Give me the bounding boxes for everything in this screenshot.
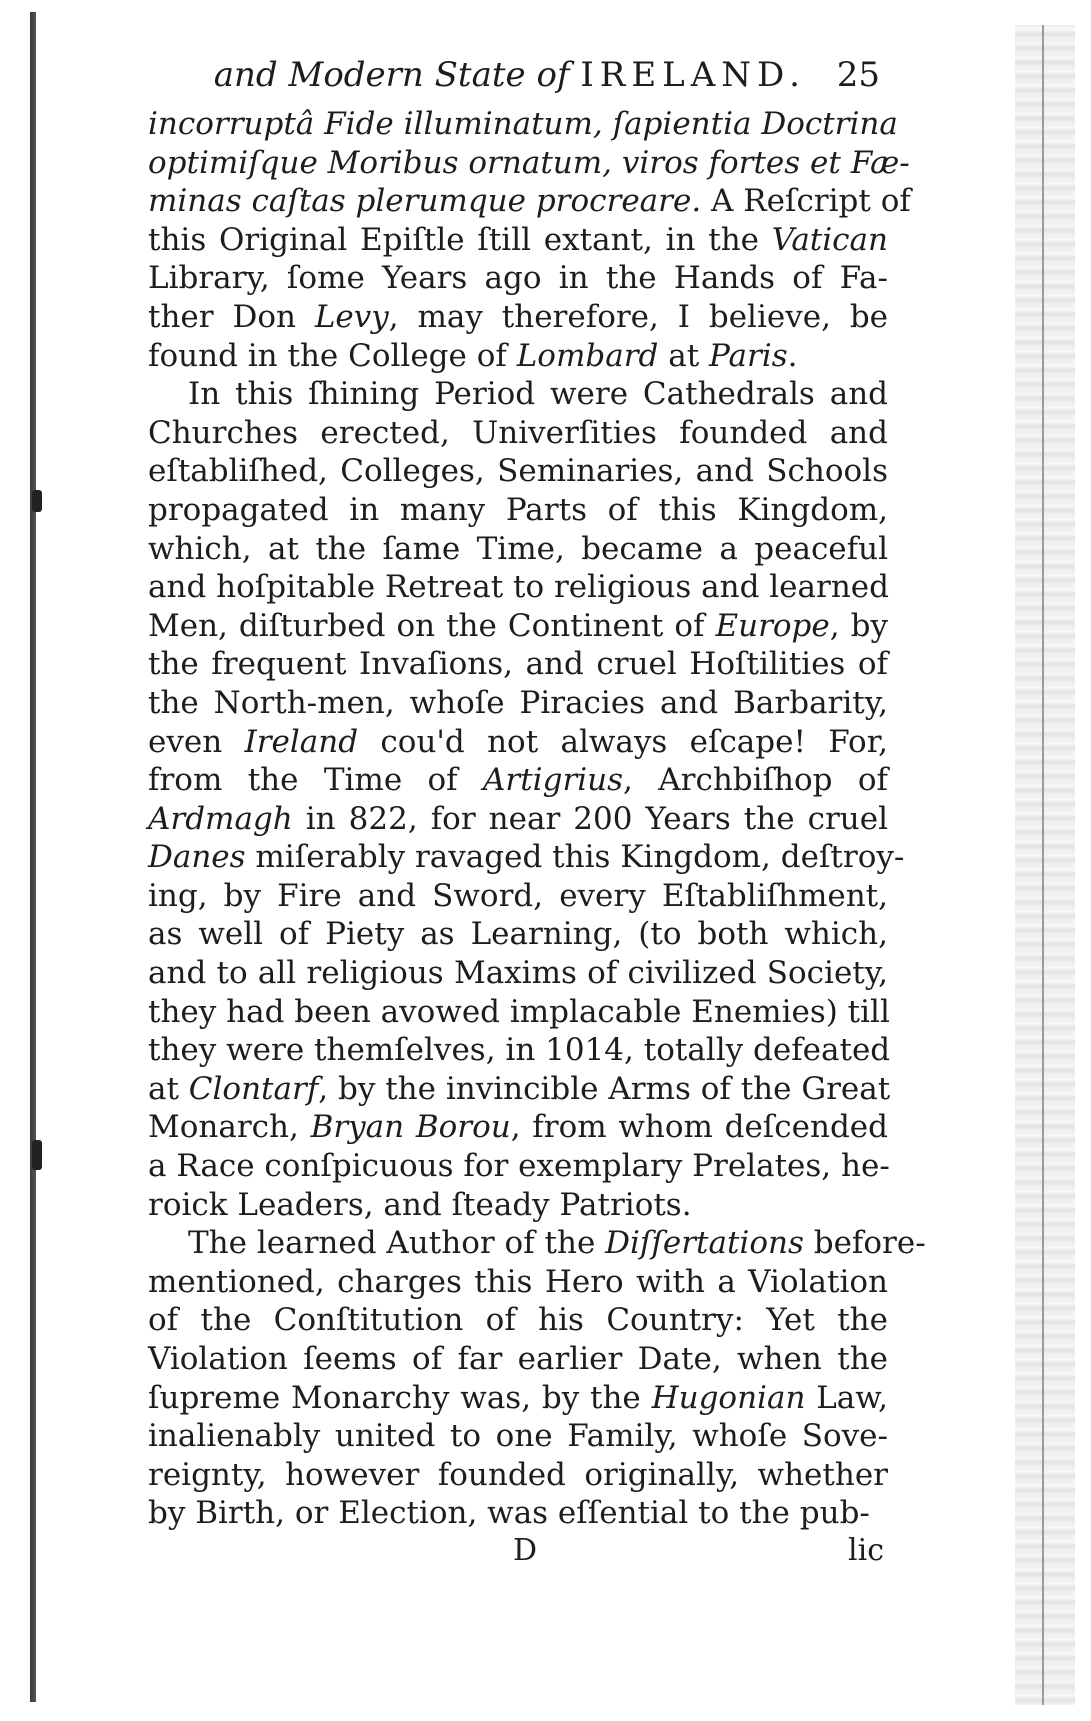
text-line (148, 915, 888, 954)
italic-text: Lombard (516, 337, 659, 374)
italic-text: optimiſque Moribus ornatum, viros fortes et Fæ- (148, 144, 910, 181)
italic-text: Hugonian (651, 1379, 806, 1416)
text-span: they were themſelves, in 1014, totally defeated (148, 1032, 891, 1069)
text-span: they had been avowed implacable Enemies) till (148, 993, 890, 1030)
text-span: found in the College of (148, 337, 517, 374)
text-span: the North-men, whoſe Piracies and Barbarity, (148, 684, 888, 721)
text-span: a Race conſpicuous for exemplary Prelates, he- (148, 1148, 890, 1185)
text-span: roick Leaders, and ſteady Patriots. (148, 1186, 692, 1223)
text-line (148, 1417, 888, 1456)
text-span: ſupreme Monarchy was, by the (148, 1379, 652, 1416)
page-number: 25 (836, 55, 880, 95)
page-footer (148, 1533, 888, 1577)
text-line (148, 182, 911, 221)
binding-mark (32, 490, 42, 512)
text-span: of the Conſtitution of his Country: Yet the (148, 1302, 888, 1339)
text-line (148, 1186, 888, 1225)
running-title-caps: IRELAND. (580, 55, 806, 95)
body-text (148, 105, 926, 1533)
text-line (148, 1379, 888, 1418)
paragraph (148, 375, 905, 1224)
text-span: by Birth, or Election, was eſſential to the pub- (148, 1495, 870, 1532)
text-line (148, 1224, 926, 1263)
text-span: , Archbiſhop of (623, 762, 888, 799)
text-line (148, 568, 888, 607)
paragraph (148, 105, 911, 375)
text-span: , may therefore, I believe, be (388, 298, 889, 335)
text-span: at (148, 1070, 189, 1107)
text-line (148, 1070, 891, 1109)
text-line (148, 375, 888, 414)
text-line (148, 645, 888, 684)
italic-text: incorruptâ Fide illuminatum, ſapientia Doctrina (148, 106, 898, 142)
text-line (148, 337, 888, 376)
text-line (148, 607, 888, 646)
page-binding-edge (30, 12, 36, 1702)
text-span: Library, ſome Years ago in the Hands of Fa- (148, 260, 888, 297)
text-line (148, 877, 888, 916)
text-span: from the Time of (148, 762, 484, 799)
text-span: , by the invincible Arms of the Great (318, 1070, 891, 1107)
text-line (148, 684, 888, 723)
text-line (148, 954, 888, 993)
text-span: and to all religious Maxims of civilized Society, (148, 955, 888, 992)
italic-text: Ardmagh (148, 800, 293, 837)
text-line (148, 491, 888, 530)
text-span: even (148, 723, 245, 760)
text-span: and hoſpitable Retreat to religious and learned (148, 569, 889, 606)
text-line (148, 1494, 888, 1533)
text-span: The learned Author of the (188, 1225, 606, 1262)
text-span: In this ſhining Period were Cathedrals and (188, 376, 888, 413)
text-line (148, 105, 898, 144)
text-line (148, 1301, 888, 1340)
text-span: ther Don (148, 298, 315, 335)
text-line (148, 221, 888, 260)
text-line (148, 530, 888, 569)
running-title: and Modern State of (213, 55, 570, 95)
italic-text: Danes (148, 839, 246, 876)
text-span: inalienably united to one Family, whoſe Sove- (148, 1418, 888, 1455)
italic-text: Bryan Borou (310, 1109, 511, 1146)
paragraph (148, 1224, 926, 1533)
text-span: before- (803, 1225, 926, 1262)
italic-text: Artigrius (483, 762, 624, 799)
text-span: Law, (805, 1379, 888, 1416)
text-line (148, 1340, 888, 1379)
text-span: . (787, 337, 798, 374)
text-line (148, 298, 888, 337)
catchword: lic (848, 1532, 884, 1568)
text-line (148, 993, 888, 1032)
text-line (148, 761, 888, 800)
text-line (148, 414, 888, 453)
text-span: mentioned, charges this Hero with a Violation (148, 1263, 888, 1300)
text-span: which, at the ſame Time, became a peaceful (148, 530, 888, 567)
text-line (148, 1108, 888, 1147)
italic-text: Vatican (771, 221, 888, 258)
italic-text: Levy (314, 298, 389, 335)
fore-edge-line (1042, 25, 1044, 1705)
text-span: Men, diſturbed on the Continent of (148, 607, 716, 644)
text-span: Violation ſeems of far earlier Date, when the (148, 1341, 888, 1377)
text-line (148, 1456, 888, 1495)
text-span: the frequent Invaſions, and cruel Hoſtilities of (148, 646, 888, 683)
text-line (148, 1263, 888, 1302)
signature-mark: D (513, 1532, 538, 1568)
italic-text: minas caſtas plerumque procreare. (148, 183, 702, 220)
text-span: in 822, for near 200 Years the cruel (292, 800, 888, 837)
text-line (148, 800, 888, 839)
text-span: cou'd not always eſcape! For, (358, 723, 888, 760)
text-span: at (658, 337, 710, 374)
text-line (148, 1147, 888, 1186)
text-span: this Original Epiſtle ſtill extant, in the (148, 221, 772, 258)
text-line (148, 259, 888, 298)
text-span: Monarch, (148, 1109, 311, 1146)
text-span: Churches erected, Univerſities founded and (148, 414, 888, 451)
text-line (148, 1031, 891, 1070)
text-line (148, 838, 905, 877)
text-span: reignty, however founded originally, whether (148, 1456, 888, 1493)
italic-text: Diſſertations (605, 1225, 804, 1262)
text-span: propagated in many Parts of this Kingdom, (148, 491, 888, 528)
italic-text: Paris (709, 337, 788, 374)
italic-text: Europe (715, 607, 830, 644)
text-span: as well of Piety as Learning, (to both which, (148, 916, 888, 953)
text-line (148, 452, 888, 491)
text-line (148, 723, 888, 762)
binding-mark (32, 1140, 42, 1170)
page-fore-edge (1015, 25, 1075, 1705)
text-block (148, 55, 926, 1577)
text-span: , by (829, 607, 888, 644)
italic-text: Ireland (244, 723, 359, 760)
text-span: eſtabliſhed, Colleges, Seminaries, and Schools (148, 453, 888, 490)
text-line (148, 144, 910, 183)
italic-text: Clontarf (188, 1070, 319, 1107)
text-span: , from whom deſcended (510, 1109, 888, 1146)
running-header (148, 55, 888, 105)
text-span: A Reſcript of (701, 183, 911, 220)
text-span: ing, by Fire and Sword, every Eſtabliſhment, (148, 877, 888, 914)
text-span: miſerably ravaged this Kingdom, deſtroy- (245, 839, 905, 876)
